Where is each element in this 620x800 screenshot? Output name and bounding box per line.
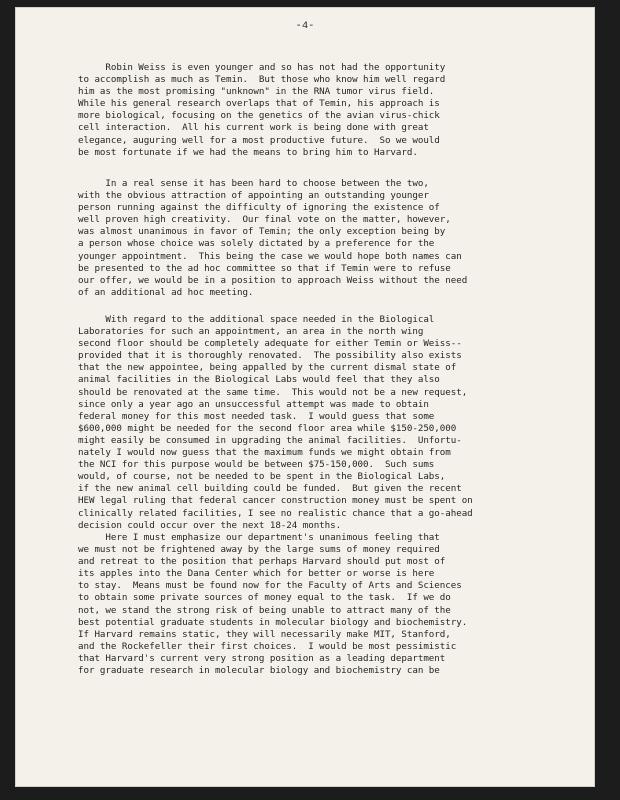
- text-line: be most fortunate if we had the means to bring him to Harvard.: [78, 146, 418, 158]
- text-line: $600,000 might be needed for the second floor area while $150-250,000: [78, 422, 457, 434]
- text-line: him as the most promising "unknown" in the RNA tumor virus field.: [78, 86, 435, 98]
- text-line: elegance, auguring well for a most productive future. So we would: [78, 134, 440, 146]
- text-line: not, we stand the strong risk of being unable to attract many of the: [78, 604, 451, 616]
- text-line: to stay. Means must be found now for the Faculty of Arts and Sciences: [78, 580, 462, 592]
- text-line: HEW legal ruling that federal cancer construction money must be spent on: [78, 495, 473, 507]
- text-line: person running against the difficulty of ignoring the existence of: [78, 202, 440, 214]
- text-line: younger appointment. This being the case we would hope both names can: [78, 250, 462, 262]
- text-line: While his general research overlaps that of Temin, his approach is: [78, 98, 440, 110]
- text-line: With regard to the additional space needed in the Biological: [78, 314, 435, 325]
- text-line: clinically related facilities, I see no realistic chance that a go-ahead: [78, 507, 473, 519]
- text-line: that Harvard's current very strong position as a leading department: [78, 652, 446, 664]
- text-line: should be renovated at the same time. This would not be a new request,: [78, 386, 468, 398]
- text-line: for graduate research in molecular biology and biochemistry can be: [78, 665, 440, 677]
- text-line: its apples into the Dana Center which for better or worse is here: [78, 568, 435, 580]
- text-line: was almost unanimous in favor of Temin; the only exception being by: [78, 226, 446, 238]
- text-line: if the new animal cell building could be funded. But given the recent: [78, 483, 462, 495]
- paragraph-department-funding: [78, 532, 538, 677]
- text-line: animal facilities in the Biological Labs would feel that they also: [78, 374, 440, 386]
- text-line: second floor should be completely adequate for either Temin or Weiss--: [78, 338, 462, 350]
- text-line: and retreat to the position that perhaps Harvard should put most of: [78, 556, 446, 568]
- text-line: since only a year ago an unsuccessful attempt was made to obtain: [78, 398, 429, 410]
- text-line: our offer, we would be in a position to approach Weiss without the need: [78, 274, 468, 286]
- text-line: nately I would now guess that the maximum funds we might obtain from: [78, 447, 451, 459]
- text-line: cell interaction. All his current work is being done with great: [78, 122, 429, 134]
- text-line: In a real sense it has been hard to choose between the two,: [78, 178, 429, 189]
- document-page: [16, 8, 594, 786]
- page-number: -4-: [295, 20, 315, 32]
- text-line: to obtain some private sources of money equal to the task. If we do: [78, 592, 451, 604]
- text-line: we must not be frightened away by the large sums of money required: [78, 544, 440, 556]
- text-line: If Harvard remains static, they will necessarily make MIT, Stanford,: [78, 628, 451, 640]
- text-line: well proven high creativity. Our final vote on the matter, however,: [78, 214, 451, 226]
- paragraph-robin-weiss: [78, 62, 538, 159]
- text-line: federal money for this most needed task. I would guess that some: [78, 410, 435, 422]
- text-line: that the new appointee, being appalled by the current dismal state of: [78, 362, 457, 374]
- text-line: to accomplish as much as Temin. But those who know him well regard: [78, 74, 446, 86]
- text-line: more biological, focusing on the genetics of the avian virus-chick: [78, 110, 440, 122]
- text-line: would, of course, not be needed to be spent in the Biological Labs,: [78, 471, 446, 483]
- paragraph-choice-between-candidates: [78, 178, 538, 299]
- text-line: Here I must emphasize our department's unanimous feeling that: [78, 532, 440, 543]
- text-line: Robin Weiss is even younger and so has not had the opportunity: [78, 62, 446, 73]
- text-line: might easily be consumed in upgrading the animal facilities. Unfortu-: [78, 434, 462, 446]
- text-line: decision could occur over the next 18-24 months.: [78, 519, 342, 531]
- text-line: provided that it is thoroughly renovated. The possibility also exists: [78, 350, 462, 362]
- paragraph-laboratory-space: [78, 314, 538, 532]
- text-line: best potential graduate students in molecular biology and biochemistry.: [78, 616, 468, 628]
- text-line: a person whose choice was solely dictated by a preference for the: [78, 238, 435, 250]
- text-line: Laboratories for such an appointment, an area in the north wing: [78, 326, 424, 338]
- text-line: with the obvious attraction of appointing an outstanding younger: [78, 190, 429, 202]
- text-line: of an additional ad hoc meeting.: [78, 286, 254, 298]
- text-line: the NCI for this purpose would be between $75-150,000. Such sums: [78, 459, 435, 471]
- text-line: and the Rockefeller their first choices. I would be most pessimistic: [78, 640, 457, 652]
- text-line: be presented to the ad hoc committee so that if Temin were to refuse: [78, 262, 451, 274]
